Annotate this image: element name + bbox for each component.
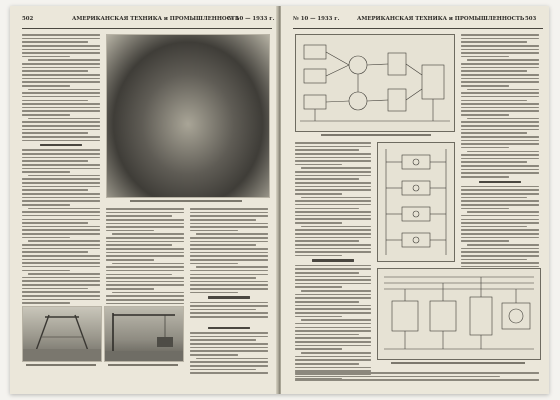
right-page-footer-text [295, 372, 539, 383]
magazine-spread [10, 6, 549, 394]
power-schematic-icon [378, 269, 540, 359]
right-page [281, 6, 549, 394]
left-page-number: 502 [22, 16, 34, 22]
left-page [10, 6, 278, 394]
left-column-3-bottom [190, 324, 268, 376]
machine-photo [106, 34, 270, 198]
relay-schematic-icon [378, 143, 454, 261]
gantry-structure-icon [23, 307, 101, 361]
left-issue: № 10 — 1933 г. [228, 16, 275, 22]
machine-photo-caption [130, 200, 242, 202]
bottom-diagram-caption [391, 362, 525, 364]
right-page-number: 503 [525, 16, 537, 22]
right-column-1 [295, 142, 371, 381]
left-header-rule [22, 28, 272, 29]
left-column-2 [106, 208, 184, 317]
gantry-photo-left [22, 306, 102, 362]
wiring-diagram-top [295, 34, 455, 132]
crane-structure-icon [105, 307, 183, 361]
wiring-diagram-middle [377, 142, 455, 262]
right-issue: № 10 — 1933 г. [293, 16, 340, 22]
left-column-3 [190, 208, 268, 320]
left-column-1-top [22, 34, 100, 306]
right-column-2-top [461, 34, 539, 306]
right-running-title: АМЕРИКАНСКАЯ ТЕХНИКА и ПРОМЫШЛЕННОСТЬ [357, 16, 525, 22]
wiring-diagram-bottom [377, 268, 541, 360]
gantry-photo-caption-right [108, 364, 178, 366]
left-running-title: АМЕРИКАНСКАЯ ТЕХНИКА и ПРОМЫШЛЕННОСТЬ [72, 16, 240, 22]
gantry-photo-caption-left [26, 364, 96, 366]
right-header-rule [293, 28, 543, 29]
wiring-diagram-caption [321, 134, 431, 136]
circuit-schematic-icon [296, 35, 454, 131]
gantry-photo-right [104, 306, 184, 362]
